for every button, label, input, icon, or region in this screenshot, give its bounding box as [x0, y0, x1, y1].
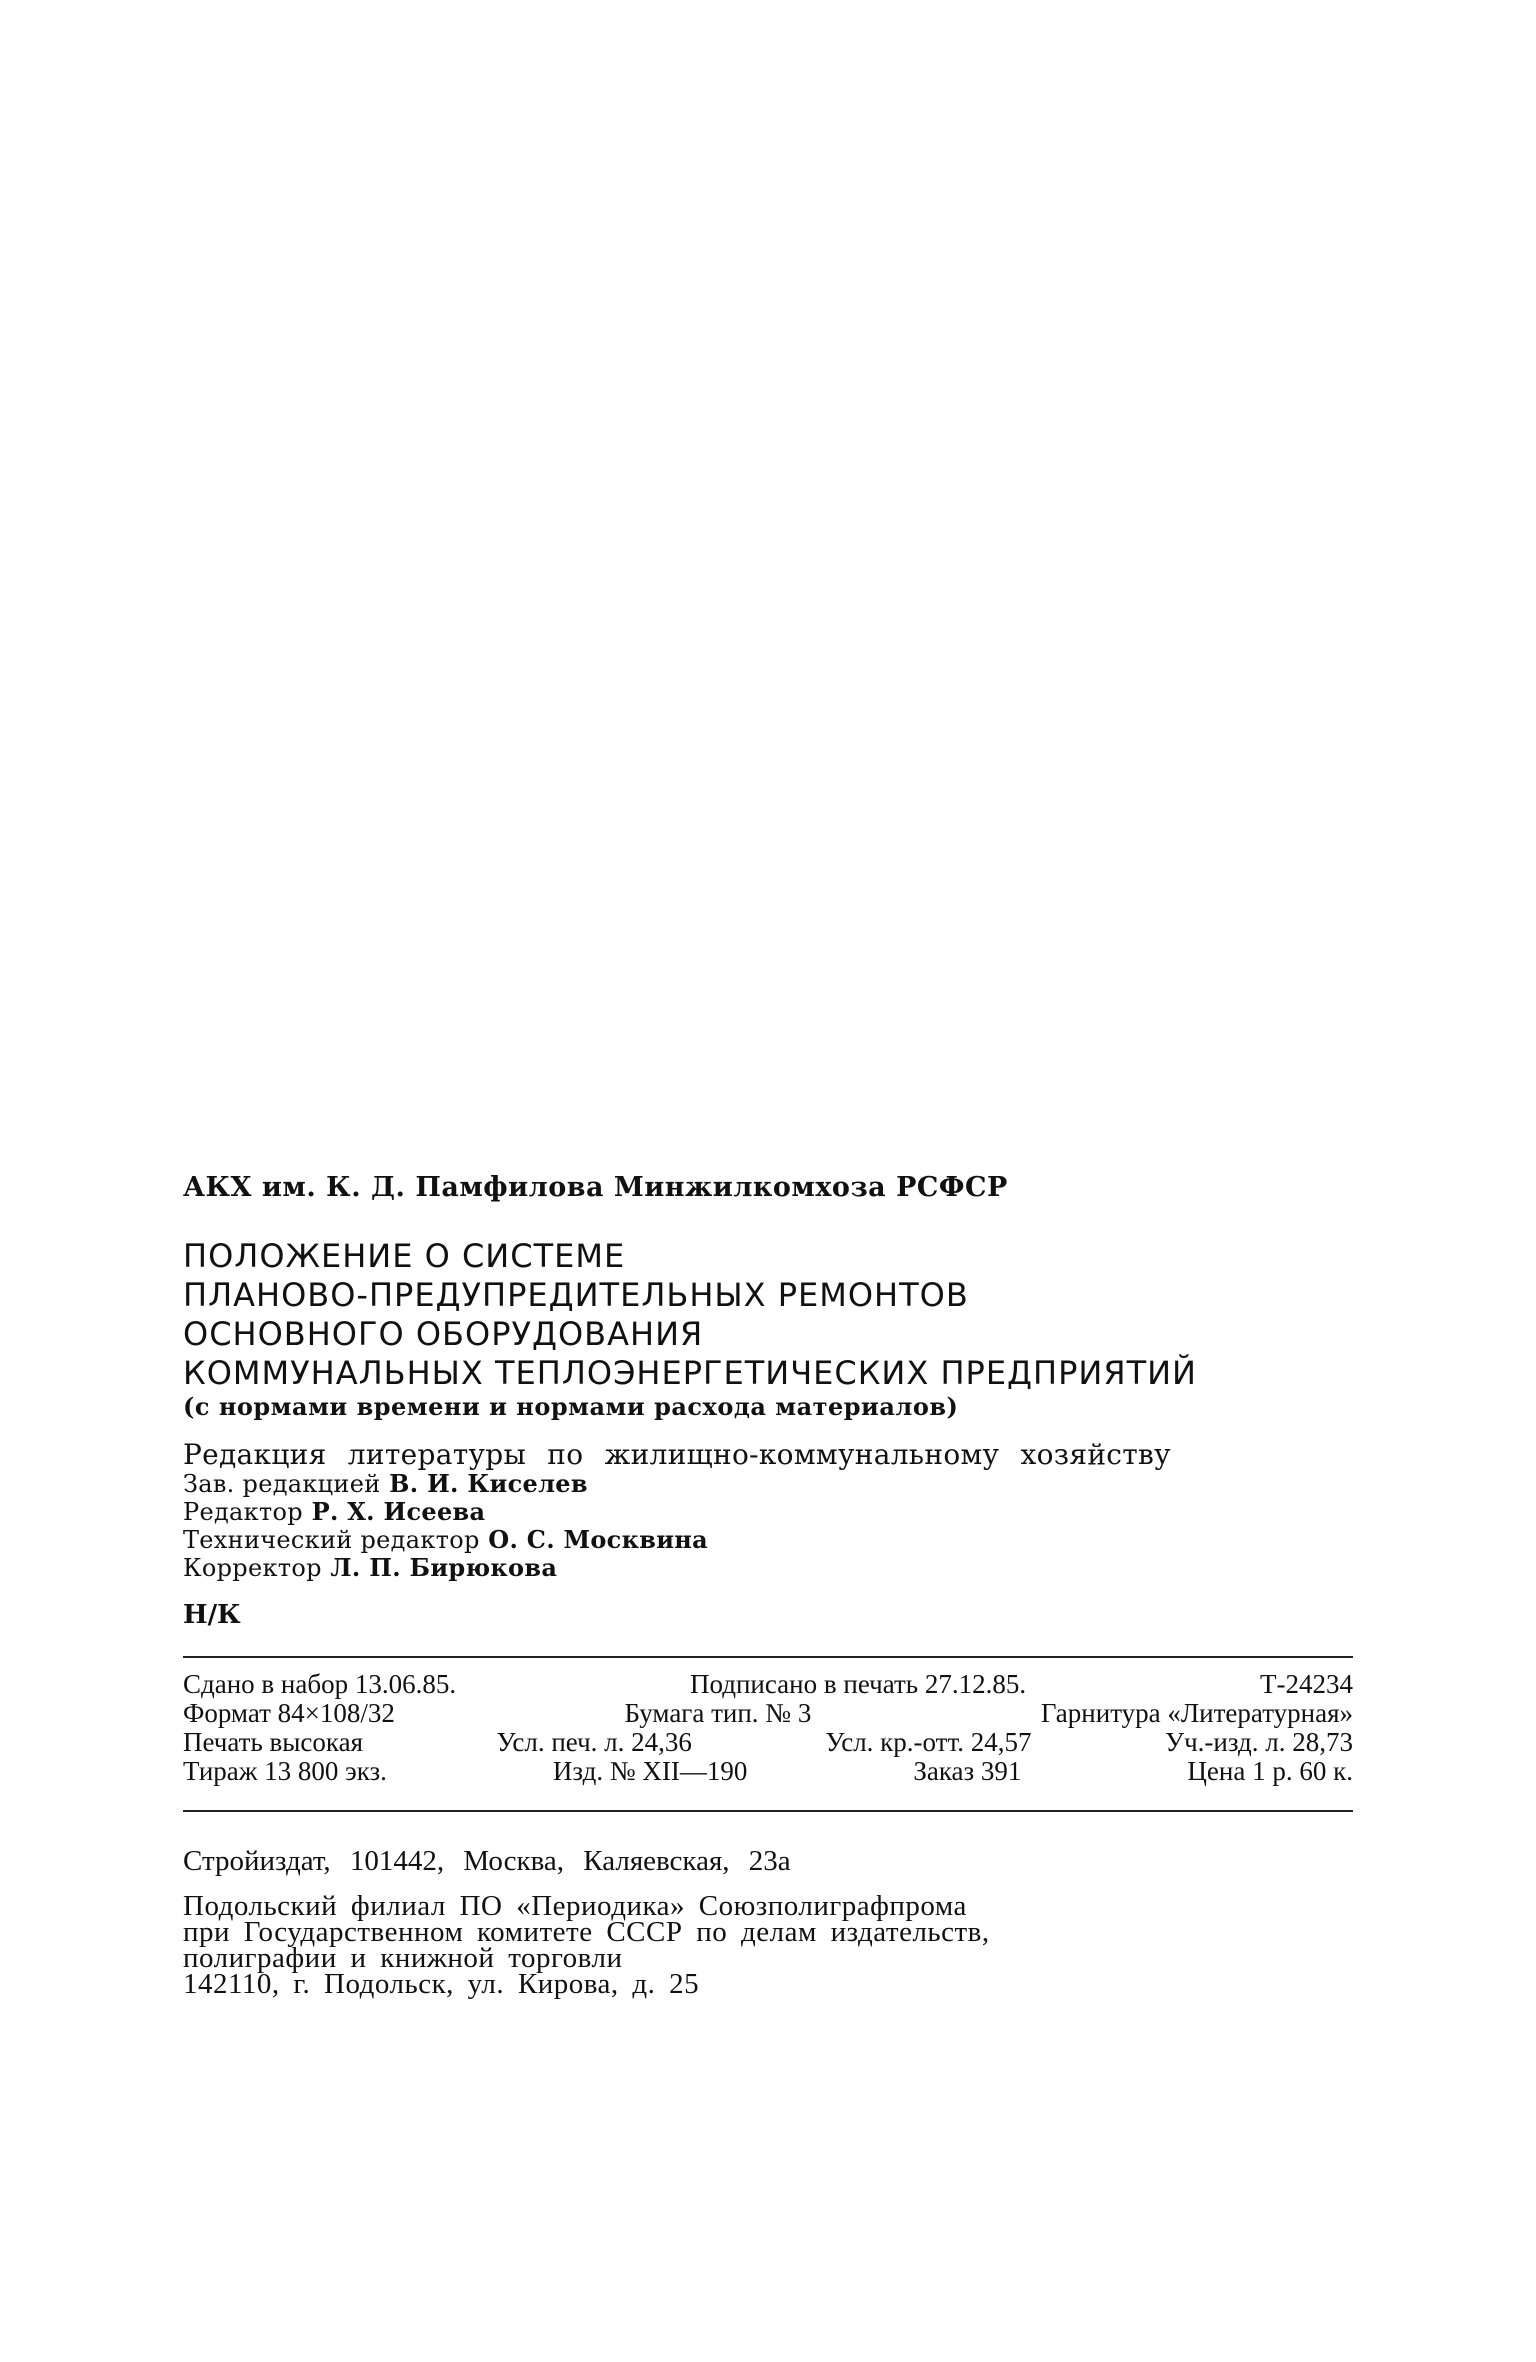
divider-bottom	[183, 1810, 1353, 1812]
staff-head-editor	[183, 1470, 1353, 1498]
printer-line: при Государственном комитете СССР по делам издательств,	[183, 1916, 990, 1948]
printer-line: полиграфии и книжной торговли	[183, 1942, 623, 1974]
staff-name: Р. Х. Исеева	[311, 1497, 486, 1526]
imprint-row	[183, 1699, 1353, 1728]
imprint-cell: Т-24234	[1260, 1669, 1353, 1699]
staff-role: Технический редактор	[183, 1526, 480, 1554]
imprint-cell: Цена 1 р. 60 к.	[1187, 1756, 1353, 1786]
staff-role: Корректор	[183, 1554, 322, 1582]
imprint-cell: Тираж 13 800 экз.	[183, 1756, 387, 1786]
imprint-cell: Подписано в печать 27.12.85.	[690, 1669, 1027, 1699]
staff-name: В. И. Киселев	[389, 1469, 588, 1498]
title-line: ПОЛОЖЕНИЕ О СИСТЕМЕ	[183, 1237, 626, 1275]
imprint-cell: Заказ 391	[913, 1756, 1022, 1786]
imprint-data	[183, 1670, 1353, 1786]
title-line: КОММУНАЛЬНЫХ ТЕПЛОЭНЕРГЕТИЧЕСКИХ ПРЕДПРИЯТИЙ	[183, 1354, 1197, 1392]
imprint-row	[183, 1728, 1353, 1757]
imprint-cell: Сдано в набор 13.06.85.	[183, 1669, 457, 1699]
staff-corrector	[183, 1554, 1353, 1582]
subtitle: (с нормами времени и нормами расхода материалов)	[183, 1392, 959, 1421]
book-title	[183, 1237, 1353, 1421]
publisher-address: Стройиздат, 101442, Москва, Каляевская, 23а	[183, 1845, 791, 1877]
imprint-cell: Бумага тип. № 3	[624, 1698, 812, 1728]
title-line: ОСНОВНОГО ОБОРУДОВАНИЯ	[183, 1315, 704, 1353]
imprint-cell: Уч.-изд. л. 28,73	[1164, 1727, 1353, 1757]
author-line: АКХ им. К. Д. Памфилова Минжилкомхоза РСФСР	[183, 1172, 1008, 1203]
imprint-cell: Изд. № XII—190	[552, 1756, 748, 1786]
imprint-row	[183, 1670, 1353, 1699]
imprint-cell: Печать высокая	[183, 1727, 364, 1757]
staff-tech-editor	[183, 1526, 1353, 1554]
nk-mark: Н/К	[183, 1600, 241, 1630]
staff-editor	[183, 1498, 1353, 1526]
imprint-cell: Гарнитура «Литературная»	[1040, 1698, 1353, 1728]
title-line: ПЛАНОВО-ПРЕДУПРЕДИТЕЛЬНЫХ РЕМОНТОВ	[183, 1276, 969, 1314]
imprint-cell: Усл. печ. л. 24,36	[496, 1727, 692, 1757]
printer-line: 142110, г. Подольск, ул. Кирова, д. 25	[183, 1968, 700, 2000]
imprint-cell: Формат 84×108/32	[183, 1698, 395, 1728]
staff-role: Редактор	[183, 1498, 303, 1526]
editorial-section: Редакция литературы по жилищно-коммунальному хозяйству	[183, 1438, 1171, 1471]
editorial-staff	[183, 1440, 1353, 1582]
staff-name: О. С. Москвина	[488, 1525, 709, 1554]
printer-line: Подольский филиал ПО «Периодика» Союзполиграфпрома	[183, 1890, 967, 1922]
staff-role: Зав. редакцией	[183, 1470, 381, 1498]
imprint-cell: Усл. кр.-отт. 24,57	[825, 1727, 1032, 1757]
divider-top	[183, 1656, 1353, 1658]
staff-name: Л. П. Бирюкова	[330, 1553, 558, 1582]
imprint-row	[183, 1757, 1353, 1786]
printer-info	[183, 1890, 990, 2000]
